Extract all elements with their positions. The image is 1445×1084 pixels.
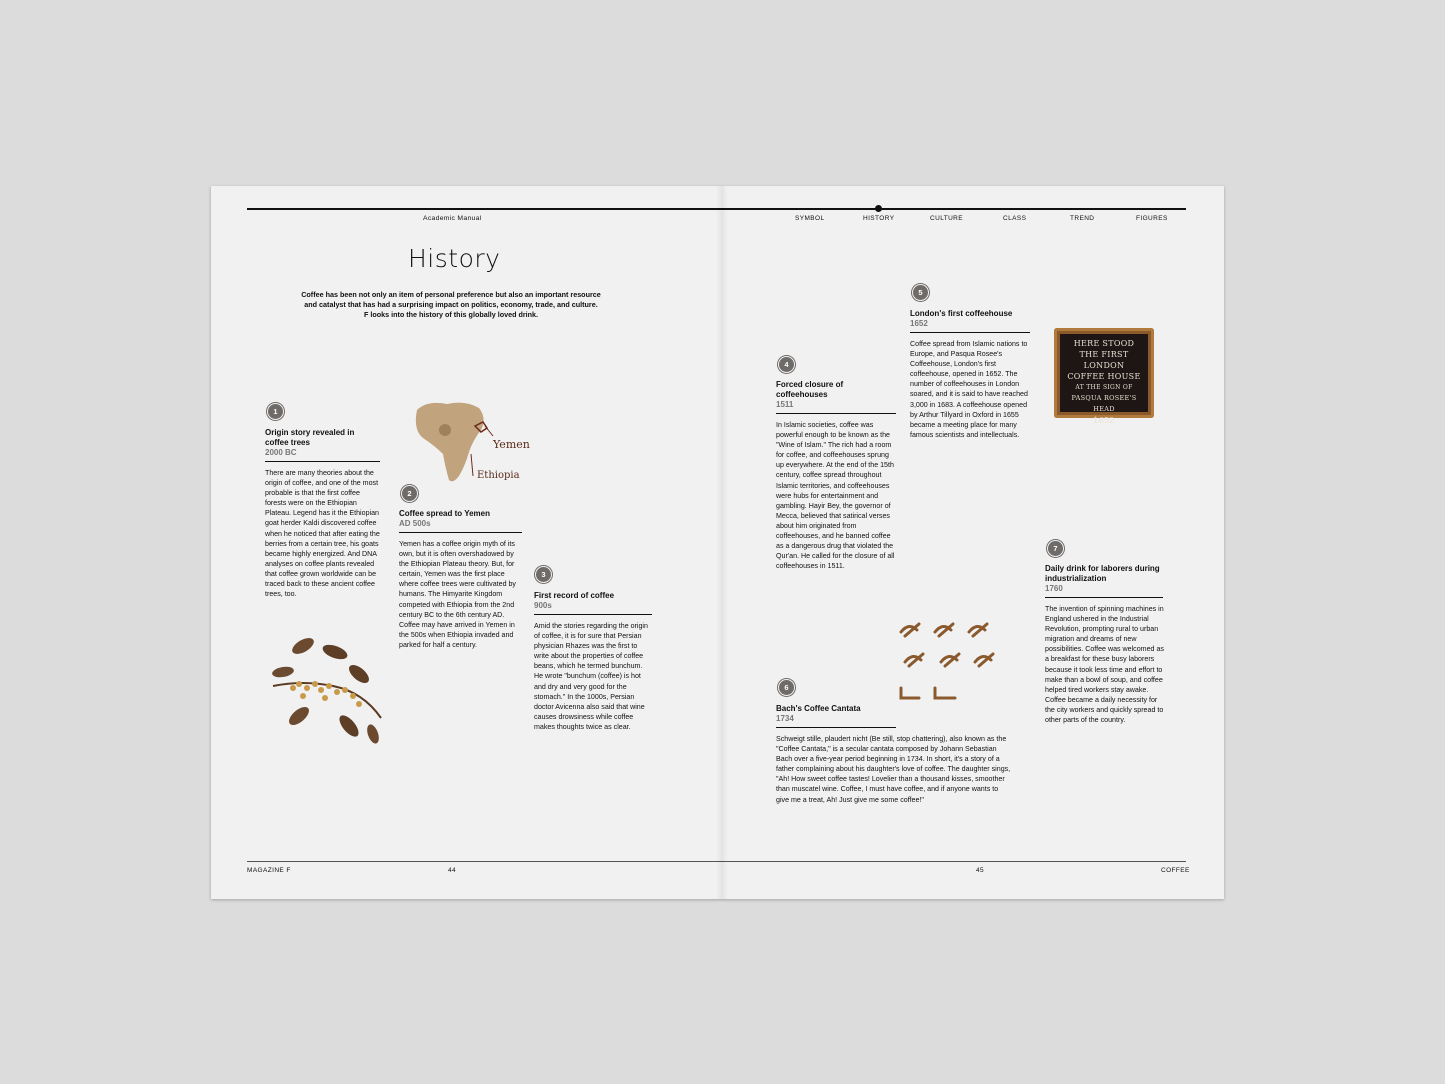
- entry-year: 1760: [1045, 584, 1063, 593]
- entry-number-3: 3: [535, 566, 552, 583]
- leaf-1: [290, 635, 317, 657]
- entry-year: 900s: [534, 601, 552, 610]
- timeline-entry-3: [534, 591, 652, 732]
- africa-map-illustration: [407, 396, 537, 496]
- coffeehouse-sign-illustration: [1054, 328, 1154, 425]
- timeline-entry-5: [910, 309, 1030, 440]
- entry-heading: Origin story revealed in coffee trees: [265, 428, 355, 447]
- yemen-pointer: [485, 426, 493, 436]
- entry-number-6: 6: [778, 679, 795, 696]
- entry-number-5: 5: [912, 284, 929, 301]
- map-stain: [439, 424, 451, 436]
- entry-divider: [910, 332, 1030, 333]
- africa-shape: [416, 403, 484, 482]
- timeline-entry-4: [776, 380, 896, 571]
- leaf-2: [321, 642, 350, 662]
- nav-symbol[interactable]: SYMBOL: [795, 215, 825, 222]
- entry-year: 1734: [776, 714, 794, 723]
- leaf-4: [346, 662, 372, 687]
- active-section-dot: [875, 205, 882, 212]
- nav-class[interactable]: CLASS: [1003, 215, 1027, 222]
- leaf-6: [336, 712, 362, 740]
- entry-number-1: 1: [267, 403, 284, 420]
- intro-text: [281, 290, 621, 320]
- entry-number-4: 4: [778, 356, 795, 373]
- sign-line-6: 1652: [1093, 416, 1115, 425]
- timeline-entry-7: [1045, 564, 1169, 725]
- footer-section-name: COFFEE: [1161, 867, 1190, 874]
- entry-body: In Islamic societies, coffee was powerful enough to be known as the "Wine of Islam." The rich had a room for coffee, and coffeehouses sprung up everywhere. At the end of the 15th century, coffee spread throughout Islamic territories, and coffeehouses were hubs for entertainment and gambling. Hayir Bey, the governor of Mecca, believed that satirical verses about him originated from coffeehouses, and he banned coffee as a dangerous drug that violated the Qur'an. He called for the closure of all coffeehouses in 1511.: [776, 421, 895, 571]
- entry-divider: [776, 413, 896, 414]
- footer-magazine-name: MAGAZINE F: [247, 867, 291, 874]
- entry-body: Amid the stories regarding the origin of coffee, it is for sure that Persian physician Rhazes was the first to write about the properties of coffee beans, which he termed bunchum. He wrote "bunchum (coffee) is hot and dry and very good for the stomach." In the 1000s, Persian doctor Avicenna also said that wine causes drowsiness while coffee makes thoughts twice as clear.: [534, 622, 648, 731]
- entry-year: 1511: [776, 400, 794, 409]
- entry-body: Coffee spread from Islamic nations to Europe, and Pasqua Rosee's Coffeehouse, London's first coffeehouse, opened in 1652. The number of coffeehouses in London soared, and it is said to have reached 3,000 in 1683. A coffeehouse opened by Arthur Tillyard in Oxford in 1655 became a meeting place for many famous scientists and intellectuals.: [910, 340, 1028, 439]
- entry-year: 1652: [910, 319, 928, 328]
- leaf-5: [286, 704, 312, 729]
- page-title: History: [408, 244, 501, 273]
- timeline-entry-6: [776, 704, 1012, 805]
- entry-heading: Bach's Coffee Cantata: [776, 704, 861, 713]
- ethiopia-pointer: [471, 454, 473, 476]
- note-glyphs: [901, 624, 993, 698]
- leaf-7: [365, 723, 381, 745]
- coffee-branch-illustration: [263, 626, 388, 746]
- nav-trend[interactable]: TREND: [1070, 215, 1095, 222]
- entry-heading: First record of coffee: [534, 591, 615, 600]
- entry-number-7: 7: [1047, 540, 1064, 557]
- timeline-entry-1: [265, 428, 380, 599]
- map-label-ethiopia: Ethiopia: [477, 470, 520, 481]
- sign-line-2: THE FIRST LONDON: [1079, 350, 1129, 370]
- sign-line-1: HERE STOOD: [1073, 339, 1135, 348]
- section-label: Academic Manual: [423, 215, 482, 222]
- entry-body: The invention of spinning machines in England ushered in the Industrial Revolution, prompting rural to urban migration and dreams of new possibilities. Coffee was welcomed as a breakfast for these busy laborers because it took less time and effort to make than a bowl of soup, and coffee helped tired workers stay awake. Coffee became a daily necessity for the city workers and quickly spread to other parts of the country.: [1045, 605, 1164, 725]
- sign-board: [1060, 334, 1148, 425]
- intro-line-3: F looks into the history of this globally loved drink.: [363, 310, 539, 319]
- timeline-entry-2: [399, 509, 522, 650]
- entry-divider: [534, 614, 652, 615]
- entry-year: AD 500s: [399, 519, 431, 528]
- leaf-3: [271, 665, 294, 679]
- nav-history[interactable]: HISTORY: [863, 215, 895, 222]
- branch-stem: [273, 683, 381, 718]
- map-label-yemen: Yemen: [493, 438, 530, 451]
- magazine-spread: [211, 186, 1224, 899]
- entry-divider: [399, 532, 522, 533]
- intro-line-2: and catalyst that has had a surprising impact on politics, economy, trade, and culture.: [304, 300, 598, 309]
- music-notes-illustration: [895, 616, 1000, 708]
- entry-heading: London's first coffeehouse: [910, 309, 1013, 318]
- entry-body: Yemen has a coffee origin myth of its own, but it is often overshadowed by the Ethiopian Plateau theory. But, for certain, Yemen was the first place where coffee trees were cultivated by humans. The Himyarite Kingdom competed with Ethiopia from the 2nd century BC to the 6th century AD. Coffee may have arrived in Yemen in the 500s when Ethiopia invaded and parked for half a century.: [399, 540, 516, 649]
- header-rule: [247, 208, 1186, 210]
- entry-body: Schweigt stille, plaudert nicht (Be still, stop chattering), also known as the "Coffee Cantata," is a secular cantata composed by Johann Sebastian Bach over a five-year period beginning in 1734. In short, it's a story of a father complaining about his daughter's love of coffee. The daughter sings, "Ah! How sweet coffee tastes! Lovelier than a thousand kisses, smoother than muscatel wine. Coffee, I must have coffee, and if anyone wants to give me a treat, Ah! Just give me some coffee!": [776, 735, 1011, 804]
- entry-divider: [1045, 597, 1163, 598]
- intro-line-1: Coffee has been not only an item of personal preference but also an important resource: [301, 290, 601, 299]
- sign-line-3: COFFEE HOUSE: [1067, 372, 1141, 381]
- entry-divider: [265, 461, 380, 462]
- nav-figures[interactable]: FIGURES: [1136, 215, 1168, 222]
- entry-heading: Coffee spread to Yemen: [399, 509, 490, 518]
- page-number-left: 44: [448, 867, 457, 874]
- entry-year: 2000 BC: [265, 448, 297, 457]
- entry-heading: Daily drink for laborers during industrialization: [1045, 564, 1160, 583]
- sign-line-5: PASQUA ROSEE'S HEAD: [1071, 394, 1137, 413]
- footer-rule: [247, 861, 1186, 862]
- entry-heading: Forced closure of coffeehouses: [776, 380, 844, 399]
- entry-body: There are many theories about the origin of coffee, and one of the most probable is that the first coffee forests were on the Ethiopian Plateau. Legend has it the Ethiopian goat herder Kaldi discovered coffee when he noticed that after eating the berries from a certain tree, his goats became highly energized. And DNA analyses on coffee plants revealed that coffee grown worldwide can be traced back to these ancient coffee trees, too.: [265, 469, 380, 599]
- page-number-right: 45: [976, 867, 985, 874]
- nav-culture[interactable]: CULTURE: [930, 215, 964, 222]
- entry-number-2: 2: [401, 485, 418, 502]
- entry-divider: [776, 727, 896, 728]
- sign-line-4: AT THE SIGN OF: [1075, 384, 1133, 391]
